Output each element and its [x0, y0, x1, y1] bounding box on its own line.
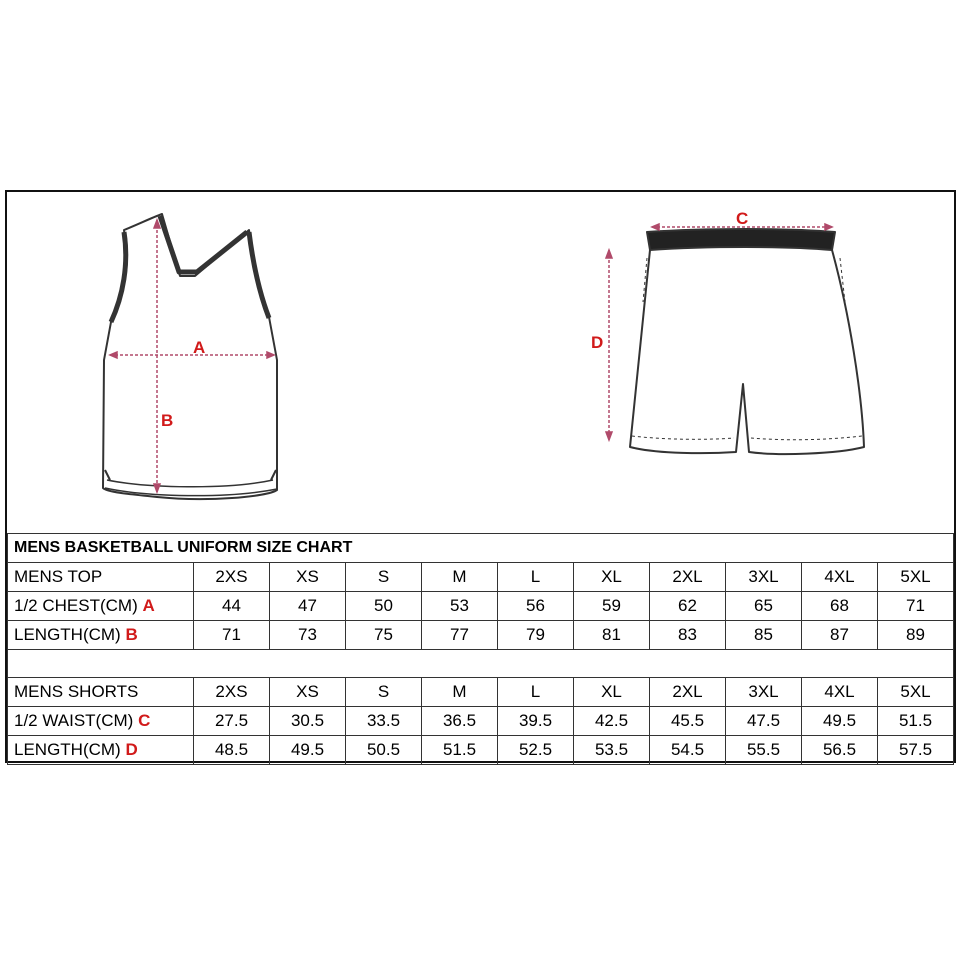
chart-title: MENS BASKETBALL UNIFORM SIZE CHART — [8, 534, 954, 563]
table-cell: 77 — [422, 621, 498, 650]
table-cell: 56.5 — [802, 736, 878, 765]
table-cell: 50.5 — [346, 736, 422, 765]
row-label-text: LENGTH(CM) — [14, 740, 121, 759]
table-cell: 39.5 — [498, 707, 574, 736]
marker-b: B — [161, 411, 174, 430]
table-cell: 49.5 — [802, 707, 878, 736]
table-cell: 65 — [726, 592, 802, 621]
table-cell: 49.5 — [270, 736, 346, 765]
size-header-cell: 4XL — [802, 678, 878, 707]
garment-illustrations — [7, 192, 954, 535]
table-title-row — [8, 534, 954, 563]
table-row — [8, 707, 954, 736]
table-spacer-row — [8, 650, 954, 678]
row-label — [8, 592, 194, 621]
table-cell: 83 — [650, 621, 726, 650]
size-header-cell: S — [346, 563, 422, 592]
table-cell: 45.5 — [650, 707, 726, 736]
row-marker: A — [142, 596, 155, 615]
size-header-cell: 5XL — [878, 563, 954, 592]
table-row — [8, 736, 954, 765]
size-header-cell: 2XL — [650, 563, 726, 592]
shorts-measure-lines — [606, 224, 832, 440]
table-cell: 27.5 — [194, 707, 270, 736]
row-label — [8, 707, 194, 736]
spacer-cell — [8, 650, 954, 678]
row-label-text: LENGTH(CM) — [14, 625, 121, 644]
top-size-header-row — [8, 563, 954, 592]
shorts-header-label: MENS SHORTS — [8, 678, 194, 707]
jersey-measure-lines — [110, 220, 274, 492]
table-cell: 85 — [726, 621, 802, 650]
table-cell: 75 — [346, 621, 422, 650]
table-cell: 89 — [878, 621, 954, 650]
table-cell: 36.5 — [422, 707, 498, 736]
size-header-cell: M — [422, 563, 498, 592]
table-cell: 79 — [498, 621, 574, 650]
size-header-cell: XS — [270, 678, 346, 707]
marker-a: A — [193, 338, 206, 357]
jersey-drawing — [103, 214, 277, 499]
size-header-cell: 2XS — [194, 678, 270, 707]
table-cell: 55.5 — [726, 736, 802, 765]
row-label-text: 1/2 CHEST(CM) — [14, 596, 138, 615]
table-cell: 81 — [574, 621, 650, 650]
table-row — [8, 592, 954, 621]
table-cell: 71 — [194, 621, 270, 650]
row-label — [8, 621, 194, 650]
shorts-size-header-row — [8, 678, 954, 707]
size-header-cell: 3XL — [726, 563, 802, 592]
table-cell: 71 — [878, 592, 954, 621]
table-cell: 53 — [422, 592, 498, 621]
size-header-cell: 2XL — [650, 678, 726, 707]
row-marker: D — [125, 740, 138, 759]
table-cell: 52.5 — [498, 736, 574, 765]
table-cell: 87 — [802, 621, 878, 650]
row-label — [8, 736, 194, 765]
table-cell: 50 — [346, 592, 422, 621]
table-cell: 33.5 — [346, 707, 422, 736]
row-marker: C — [138, 711, 151, 730]
size-header-cell: XS — [270, 563, 346, 592]
table-cell: 48.5 — [194, 736, 270, 765]
shorts-drawing — [630, 229, 864, 454]
table-cell: 42.5 — [574, 707, 650, 736]
size-header-cell: M — [422, 678, 498, 707]
size-header-cell: 2XS — [194, 563, 270, 592]
garment-svg — [7, 192, 954, 535]
size-table — [7, 533, 954, 765]
table-cell: 73 — [270, 621, 346, 650]
marker-c: C — [736, 209, 749, 228]
table-cell: 47 — [270, 592, 346, 621]
table-cell: 54.5 — [650, 736, 726, 765]
size-header-cell: 5XL — [878, 678, 954, 707]
table-row — [8, 621, 954, 650]
table-cell: 30.5 — [270, 707, 346, 736]
table-cell: 62 — [650, 592, 726, 621]
marker-d: D — [591, 333, 604, 352]
size-chart-frame — [5, 190, 956, 763]
table-cell: 44 — [194, 592, 270, 621]
size-header-cell: L — [498, 678, 574, 707]
size-header-cell: 3XL — [726, 678, 802, 707]
size-header-cell: XL — [574, 678, 650, 707]
size-header-cell: L — [498, 563, 574, 592]
table-cell: 53.5 — [574, 736, 650, 765]
top-header-label: MENS TOP — [8, 563, 194, 592]
table-cell: 51.5 — [878, 707, 954, 736]
table-cell: 47.5 — [726, 707, 802, 736]
table-cell: 51.5 — [422, 736, 498, 765]
size-header-cell: 4XL — [802, 563, 878, 592]
table-cell: 57.5 — [878, 736, 954, 765]
row-label-text: 1/2 WAIST(CM) — [14, 711, 134, 730]
table-cell: 56 — [498, 592, 574, 621]
table-cell: 59 — [574, 592, 650, 621]
size-header-cell: XL — [574, 563, 650, 592]
row-marker: B — [125, 625, 138, 644]
size-header-cell: S — [346, 678, 422, 707]
table-cell: 68 — [802, 592, 878, 621]
